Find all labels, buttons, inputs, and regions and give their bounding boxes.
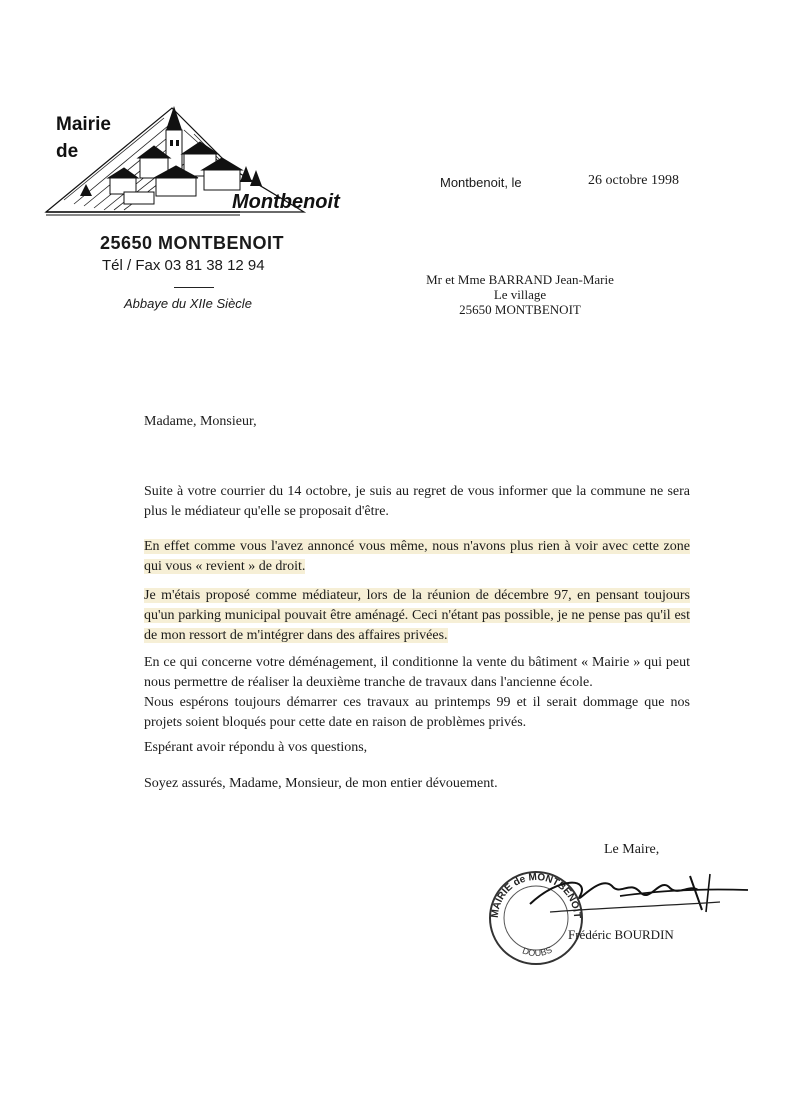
recipient-line-street: Le village [493, 287, 547, 302]
paragraph-2-text: En effet comme vous l'avez annoncé vous même, nous n'avons plus rien à voir avec cette zone qui vous « revient » de droit. [144, 539, 690, 574]
letterhead-phone: Tél / Fax 03 81 38 12 94 [102, 257, 265, 274]
paragraph-5: Espérant avoir répondu à vos questions, [144, 740, 368, 755]
stamp-text-bottom: DOUBS [521, 944, 554, 959]
dateline-date: 26 octobre 1998 [588, 173, 679, 188]
paragraph-4-text-a: En ce qui concerne votre déménagement, il conditionne la vente du bâtiment « Mairie » qui peut nous permettre de réaliser la deuxième tranche de travaux dans l'ancienne école. [144, 655, 690, 690]
paragraph-3-text: Je m'étais proposé comme médiateur, lors de la réunion de décembre 97, en pensant toujours qu'un parking municipal pouvait être aménagé. Ceci n'étant pas possible, je ne pense pas qu'il est de mon ressort de m'intégrer dans des affaires privées. [144, 588, 690, 643]
letterhead-postal-address: 25650 MONTBENOIT [100, 233, 285, 253]
stamp-text-top: MAIRIE de MONTBENOIT [489, 871, 583, 919]
signature-title: Le Maire, [604, 842, 660, 857]
paragraph-3 [144, 586, 690, 646]
handwritten-signature [520, 866, 760, 926]
paragraph-4-text-b: Nous espérons toujours démarrer ces travaux au printemps 99 et il serait dommage que nos projets soient bloqués pour cette date en raison de problèmes privés. [144, 695, 690, 730]
logo-text-town: Montbenoit [232, 191, 340, 213]
paragraph-1-text: Suite à votre courrier du 14 octobre, je suis au regret de vous informer que la commune ne sera plus le médiateur qu'elle se proposait d'être. [144, 484, 690, 519]
letterhead-subtitle: Abbaye du XIIe Siècle [124, 296, 252, 311]
paragraph-1 [144, 482, 690, 522]
paragraph-4 [144, 653, 690, 733]
salutation: Madame, Monsieur, [144, 414, 257, 429]
paragraph-6-closing: Soyez assurés, Madame, Monsieur, de mon entier dévouement. [144, 776, 498, 791]
logo-text-de: de [56, 141, 79, 162]
logo-text-mairie: Mairie [56, 114, 111, 135]
dateline-place: Montbenoit, le [440, 175, 522, 190]
recipient-address [400, 272, 640, 317]
recipient-line-city: 25650 MONTBENOIT [459, 302, 581, 317]
signatory-name: Frédéric BOURDIN [568, 927, 674, 942]
paragraph-2 [144, 537, 690, 577]
letterhead-divider [174, 287, 214, 288]
recipient-line-name: Mr et Mme BARRAND Jean-Marie [426, 272, 614, 287]
